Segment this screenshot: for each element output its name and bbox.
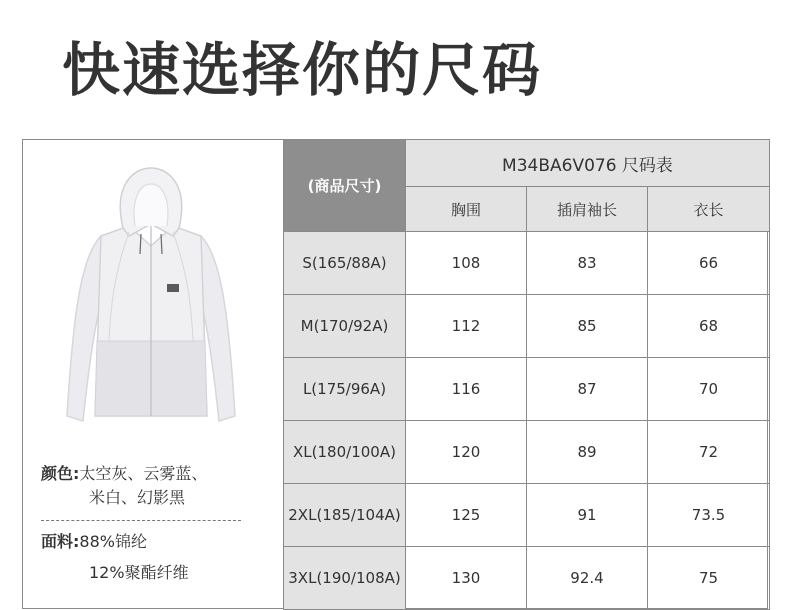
- fabric-info: [41, 530, 147, 554]
- color-key: 颜色:: [41, 464, 80, 483]
- length-cell: 72: [648, 421, 770, 484]
- sleeve-cell: 87: [527, 358, 648, 421]
- chest-cell: 125: [406, 484, 527, 547]
- size-cell: 3XL(190/108A): [284, 547, 406, 610]
- chest-cell: 108: [406, 232, 527, 295]
- length-cell: 70: [648, 358, 770, 421]
- fabric-key: 面料:: [41, 532, 80, 551]
- sleeve-cell: 92.4: [527, 547, 648, 610]
- table-row: [284, 421, 770, 484]
- page-title: 快速选择你的尺码: [62, 36, 543, 104]
- color-line2: 米白、幻影黑: [89, 488, 186, 507]
- size-cell: M(170/92A): [284, 295, 406, 358]
- column-header-chest: 胸围: [406, 187, 527, 232]
- corner-cell: (商品尺寸): [284, 140, 406, 232]
- jacket-image: [61, 166, 241, 426]
- fabric-line2: 12%聚酯纤维: [89, 563, 189, 582]
- size-cell: XL(180/100A): [284, 421, 406, 484]
- size-cell: L(175/96A): [284, 358, 406, 421]
- size-table: [283, 139, 770, 610]
- column-header-length: 衣长: [648, 187, 770, 232]
- chest-cell: 130: [406, 547, 527, 610]
- dashed-divider: [41, 520, 241, 521]
- length-cell: 66: [648, 232, 770, 295]
- chest-cell: 120: [406, 421, 527, 484]
- sleeve-cell: 89: [527, 421, 648, 484]
- size-chart-frame: [22, 139, 768, 609]
- length-cell: 75: [648, 547, 770, 610]
- product-panel: [23, 140, 283, 608]
- sleeve-cell: 91: [527, 484, 648, 547]
- color-line1: 太空灰、云雾蓝、: [79, 464, 208, 483]
- size-cell: 2XL(185/104A): [284, 484, 406, 547]
- sleeve-cell: 83: [527, 232, 648, 295]
- chest-cell: 116: [406, 358, 527, 421]
- table-row: [284, 547, 770, 610]
- length-cell: 73.5: [648, 484, 770, 547]
- sleeve-cell: 85: [527, 295, 648, 358]
- table-row: [284, 358, 770, 421]
- table-title: M34BA6V076 尺码表: [406, 140, 770, 187]
- fabric-line1: 88%锦纶: [79, 532, 147, 551]
- table-row: [284, 295, 770, 358]
- column-header-sleeve: 插肩袖长: [527, 187, 648, 232]
- table-row: [284, 232, 770, 295]
- chest-cell: 112: [406, 295, 527, 358]
- table-row: [284, 484, 770, 547]
- length-cell: 68: [648, 295, 770, 358]
- size-cell: S(165/88A): [284, 232, 406, 295]
- color-info: [41, 462, 207, 486]
